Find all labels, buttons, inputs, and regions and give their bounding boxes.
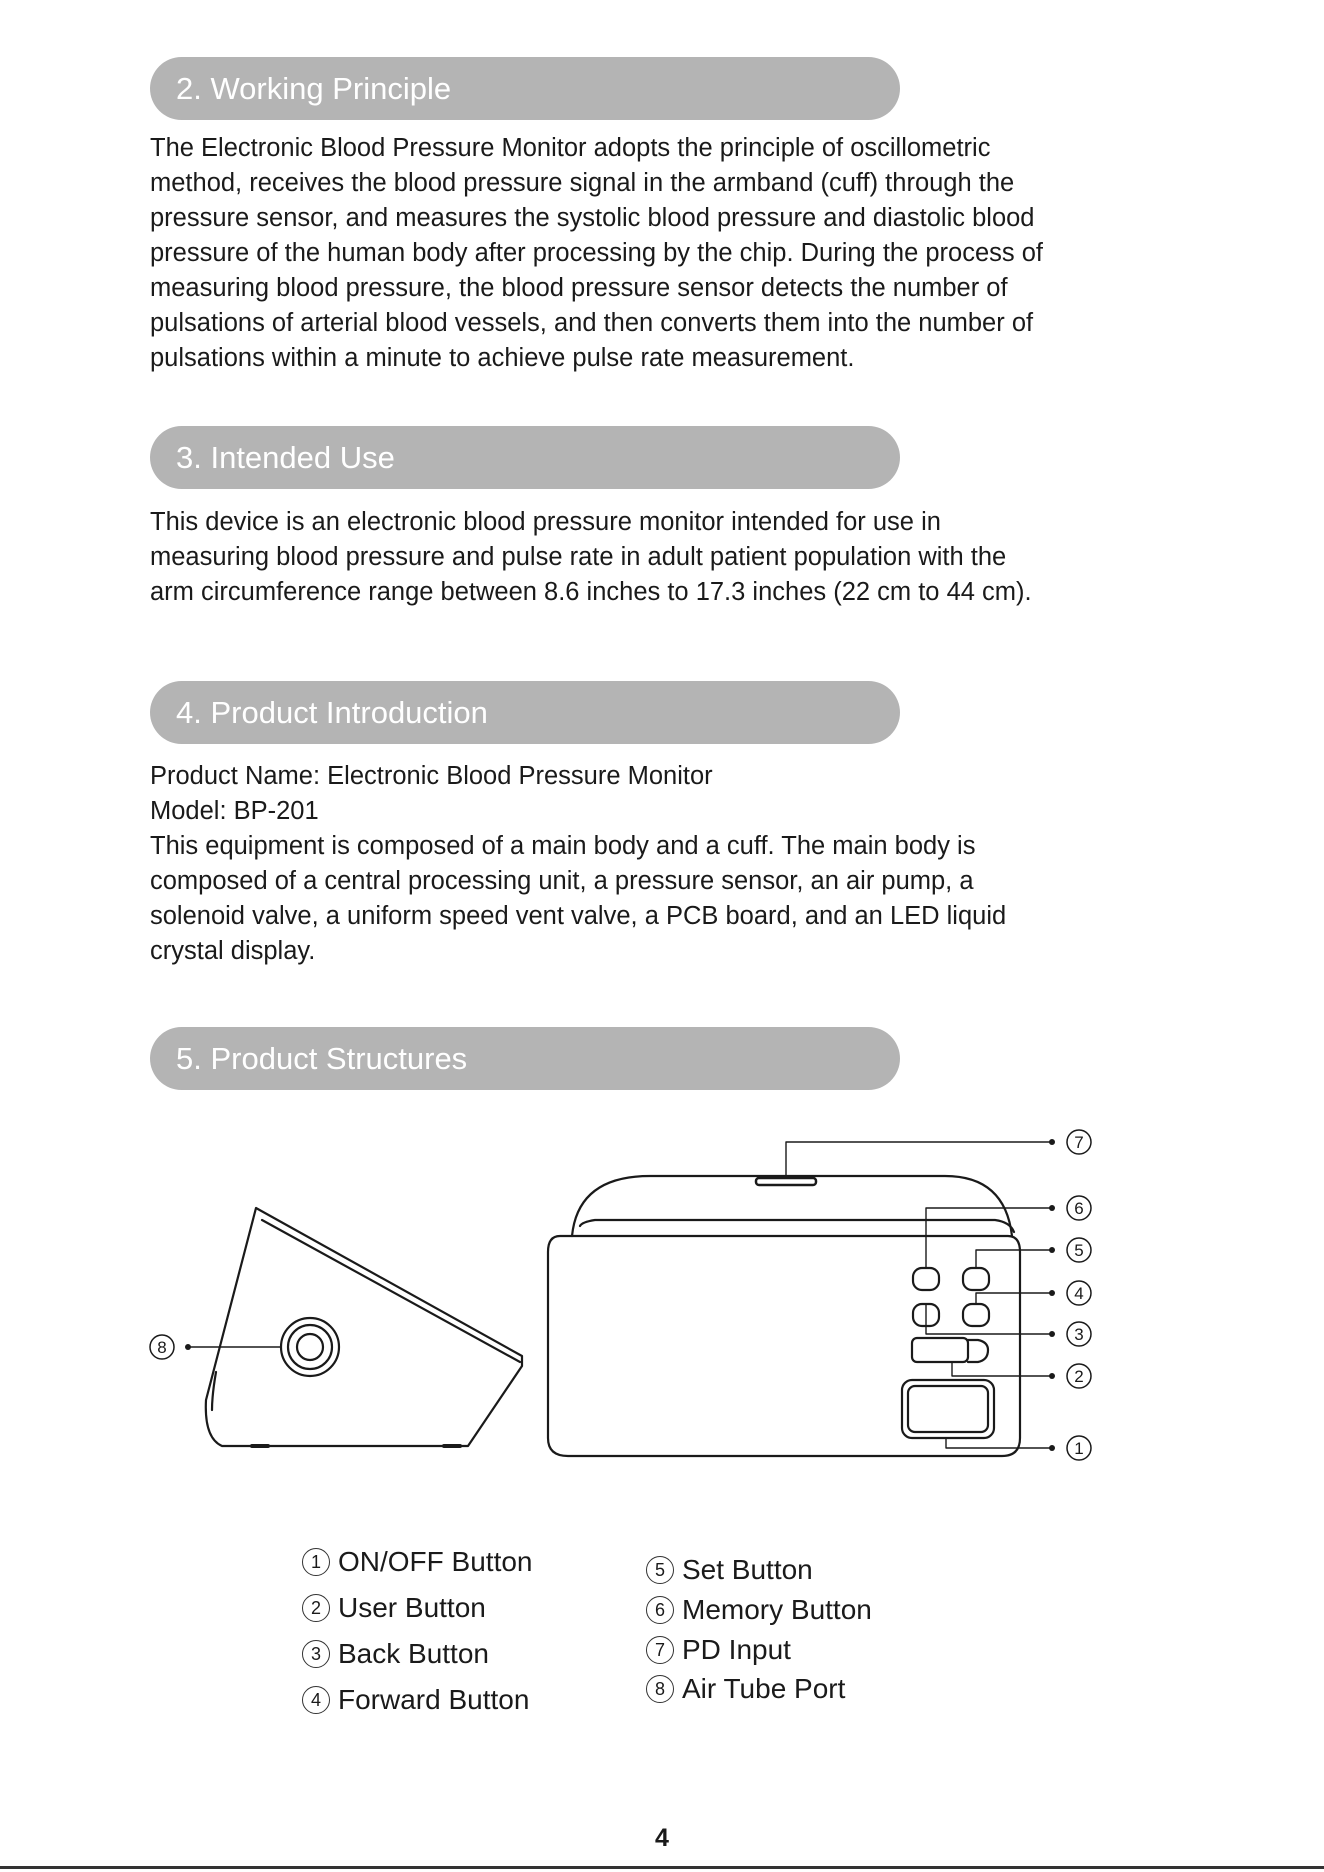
text-line: Model: BP-201 xyxy=(150,797,319,825)
legend-label: Set Button xyxy=(682,1554,813,1585)
legend-item-pd-input xyxy=(646,1633,791,1667)
text-line: pressure of the human body after processing by the chip. During the process of xyxy=(150,239,1043,267)
legend-label: Memory Button xyxy=(682,1594,872,1625)
callout-5: 5 xyxy=(1074,1241,1084,1260)
text-line: This equipment is composed of a main body and a cuff. The main body is xyxy=(150,832,976,860)
legend-label: User Button xyxy=(338,1592,486,1623)
on-off-button-drawing xyxy=(902,1380,994,1438)
section-header-product-structures: 5. Product Structures xyxy=(150,1027,900,1090)
callout-3: 3 xyxy=(1074,1325,1084,1344)
text-line: This device is an electronic blood pressure monitor intended for use in xyxy=(150,508,941,536)
text-line: measuring blood pressure, the blood pressure sensor detects the number of xyxy=(150,274,1008,302)
section-header-working-principle: 2. Working Principle xyxy=(150,57,900,120)
legend-number: 3 xyxy=(302,1640,330,1668)
leader-dots xyxy=(185,1139,1055,1451)
section-header-product-introduction: 4. Product Introduction xyxy=(150,681,900,744)
callout-4: 4 xyxy=(1074,1284,1084,1303)
text-line: Product Name: Electronic Blood Pressure Monitor xyxy=(150,762,713,790)
front-view-drawing xyxy=(548,1176,1020,1456)
page-number: 4 xyxy=(655,1824,669,1852)
working-principle-text xyxy=(150,131,1180,376)
pd-input-drawing xyxy=(756,1178,816,1185)
air-tube-port-drawing xyxy=(281,1318,339,1376)
text-line: method, receives the blood pressure signal in the armband (cuff) through the xyxy=(150,169,1015,197)
bottom-rule xyxy=(0,1866,1324,1869)
product-structure-diagram xyxy=(0,1110,1324,1480)
leader-lines xyxy=(188,1142,1052,1448)
legend-number: 4 xyxy=(302,1686,330,1714)
legend-number: 5 xyxy=(646,1556,674,1584)
text-line: solenoid valve, a uniform speed vent valve, a PCB board, and an LED liquid xyxy=(150,902,1007,930)
text-line: composed of a central processing unit, a pressure sensor, an air pump, a xyxy=(150,867,974,895)
callout-8: 8 xyxy=(157,1338,167,1357)
legend-number: 2 xyxy=(302,1594,330,1622)
memory-button-drawing xyxy=(913,1268,939,1290)
forward-button-drawing xyxy=(963,1304,989,1326)
text-line: pulsations of arterial blood vessels, and then converts them into the number of xyxy=(150,309,1034,337)
legend-label: PD Input xyxy=(682,1634,791,1665)
side-view-drawing xyxy=(206,1208,522,1446)
callout-6: 6 xyxy=(1074,1199,1084,1218)
user-button-drawing xyxy=(912,1338,968,1362)
legend-number: 1 xyxy=(302,1548,330,1576)
intended-use-text xyxy=(150,505,1180,610)
legend-number: 6 xyxy=(646,1596,674,1624)
legend-number: 8 xyxy=(646,1675,674,1703)
text-line: arm circumference range between 8.6 inches to 17.3 inches (22 cm to 44 cm). xyxy=(150,578,1032,606)
product-introduction-text xyxy=(150,759,1180,969)
legend-item-on-off xyxy=(302,1545,533,1579)
legend-label: Back Button xyxy=(338,1638,489,1669)
set-button-drawing xyxy=(963,1268,989,1290)
text-line: crystal display. xyxy=(150,937,316,965)
callout-7: 7 xyxy=(1074,1133,1084,1152)
legend-item-back xyxy=(302,1637,489,1671)
legend-item-air-tube-port xyxy=(646,1672,845,1706)
text-line: measuring blood pressure and pulse rate in adult patient population with the xyxy=(150,543,1007,571)
text-line: pressure sensor, and measures the systolic blood pressure and diastolic blood xyxy=(150,204,1035,232)
callout-1: 1 xyxy=(1074,1439,1084,1458)
legend-item-user xyxy=(302,1591,486,1625)
legend-label: ON/OFF Button xyxy=(338,1546,533,1577)
legend-item-set xyxy=(646,1553,813,1587)
legend-number: 7 xyxy=(646,1636,674,1664)
legend-label: Forward Button xyxy=(338,1684,530,1715)
section-header-intended-use: 3. Intended Use xyxy=(150,426,900,489)
legend-item-memory xyxy=(646,1593,872,1627)
legend-label: Air Tube Port xyxy=(682,1673,846,1704)
legend-item-forward xyxy=(302,1683,529,1717)
callout-2: 2 xyxy=(1074,1367,1084,1386)
text-line: The Electronic Blood Pressure Monitor adopts the principle of oscillometric xyxy=(150,134,991,162)
text-line: pulsations within a minute to achieve pulse rate measurement. xyxy=(150,344,855,372)
